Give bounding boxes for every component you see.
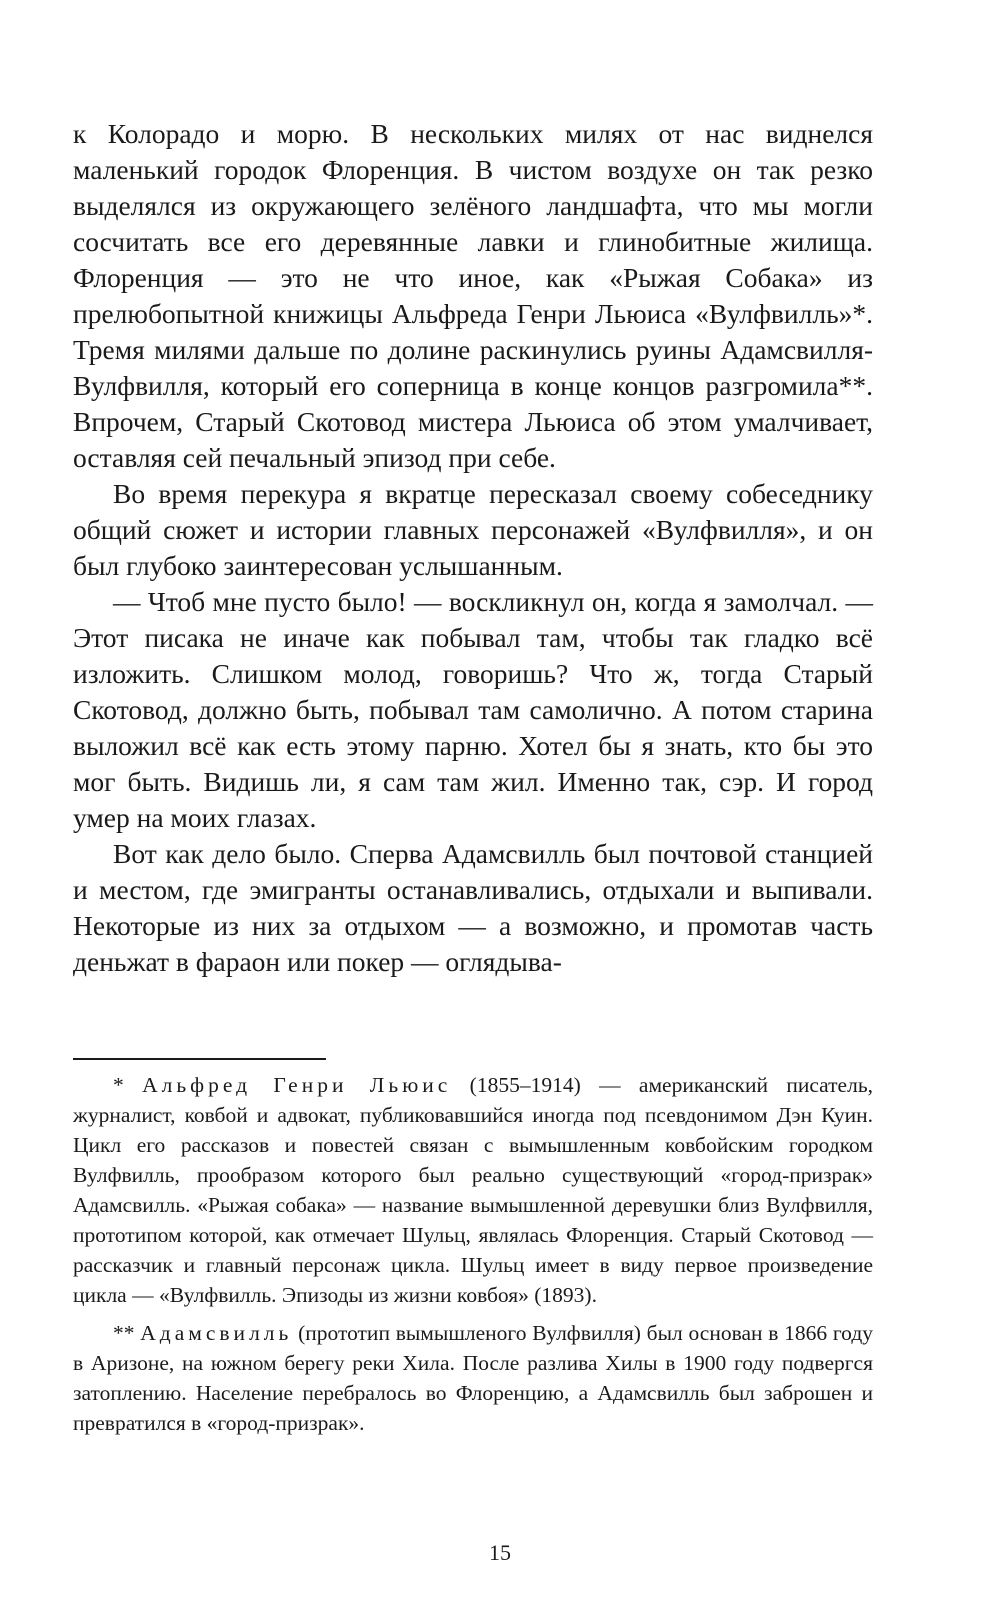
footnote-text: (прототип вымышленого Вулфвилля) был основан в 1866 году в Аризоне, на южном берегу реки Хила. После разлива Хилы в 1900 году подвергся затоплению. Население перебралось во Флоренцию, а Адамсвилль был заброшен и превратился в «город-призрак».	[73, 1321, 874, 1435]
footnote-mark: **	[113, 1321, 135, 1345]
footnote-2	[73, 1318, 873, 1438]
footnote-term: Альфред Генри Льюис	[142, 1073, 452, 1097]
footnote-term: Адамсвилль	[140, 1321, 293, 1345]
footnote-text: (1855–1914) — американский писатель, журналист, ковбой и адвокат, публиковавшийся иногда под псевдонимом Дэн Куин. Цикл его рассказов и повестей связан с вымышленным ковбойским городком Вулфвилль, прообразом которого был реально существующий «город-призрак» Адамсвилль. «Рыжая собака» — название вымышленной деревушки близ Вулфвилля, прототипом которой, как отмечает Шульц, являлась Флоренция. Старый Скотовод — рассказчик и главный персонаж цикла. Шульц имеет в виду первое произведение цикла — «Вулфвилль. Эпизоды из жизни ковбоя» (1893).	[73, 1073, 874, 1307]
paragraph-1: к Колорадо и морю. В нескольких милях от нас виднелся маленький городок Флоренция. В чистом воздухе он так резко выделялся из окружающего зелёного ландшафта, что мы могли сосчитать все его деревянные лавки и глинобитные жилища. Флоренция — это не что иное, как «Рыжая Собака» из прелюбопытной книжицы Альфреда Генри Льюиса «Вулфвилль»*. Тремя милями дальше по долине раскинулись руины Адамсвилля-Вулфвилля, который его соперница в конце концов разгромила**. Впрочем, Старый Скотовод мистера Льюиса об этом умалчивает, оставляя сей печальный эпизод при себе.	[73, 118, 873, 473]
paragraph-4: Вот как дело было. Сперва Адамсвилль был почтовой станцией и местом, где эмигранты останавливались, отдыхали и выпивали. Некоторые из них за отдыхом — а возможно, и промотав часть деньжат в фараон или покер — оглядыва-	[73, 838, 873, 977]
body-text	[73, 116, 873, 980]
page-number: 15	[489, 1540, 511, 1565]
paragraph-3: — Чтоб мне пусто было! — воскликнул он, когда я замолчал. — Этот писака не иначе как побывал там, чтобы так гладко всё изложить. Слишком молод, говоришь? Что ж, тогда Старый Скотовод, должно быть, побывал там самолично. А потом старина выложил всё как есть этому парню. Хотел бы я знать, кто бы это мог быть. Видишь ли, я сам там жил. Именно так, сэр. И город умер на моих глазах.	[73, 586, 873, 833]
footnote-mark: *	[113, 1073, 124, 1097]
footnote-divider	[73, 1058, 326, 1060]
footnote-1	[73, 1070, 873, 1310]
footnotes	[73, 1070, 873, 1438]
paragraph-2: Во время перекура я вкратце пересказал своему собеседнику общий сюжет и истории главных персонажей «Вулфвилля», и он был глубоко заинтересован услышанным.	[73, 478, 873, 581]
